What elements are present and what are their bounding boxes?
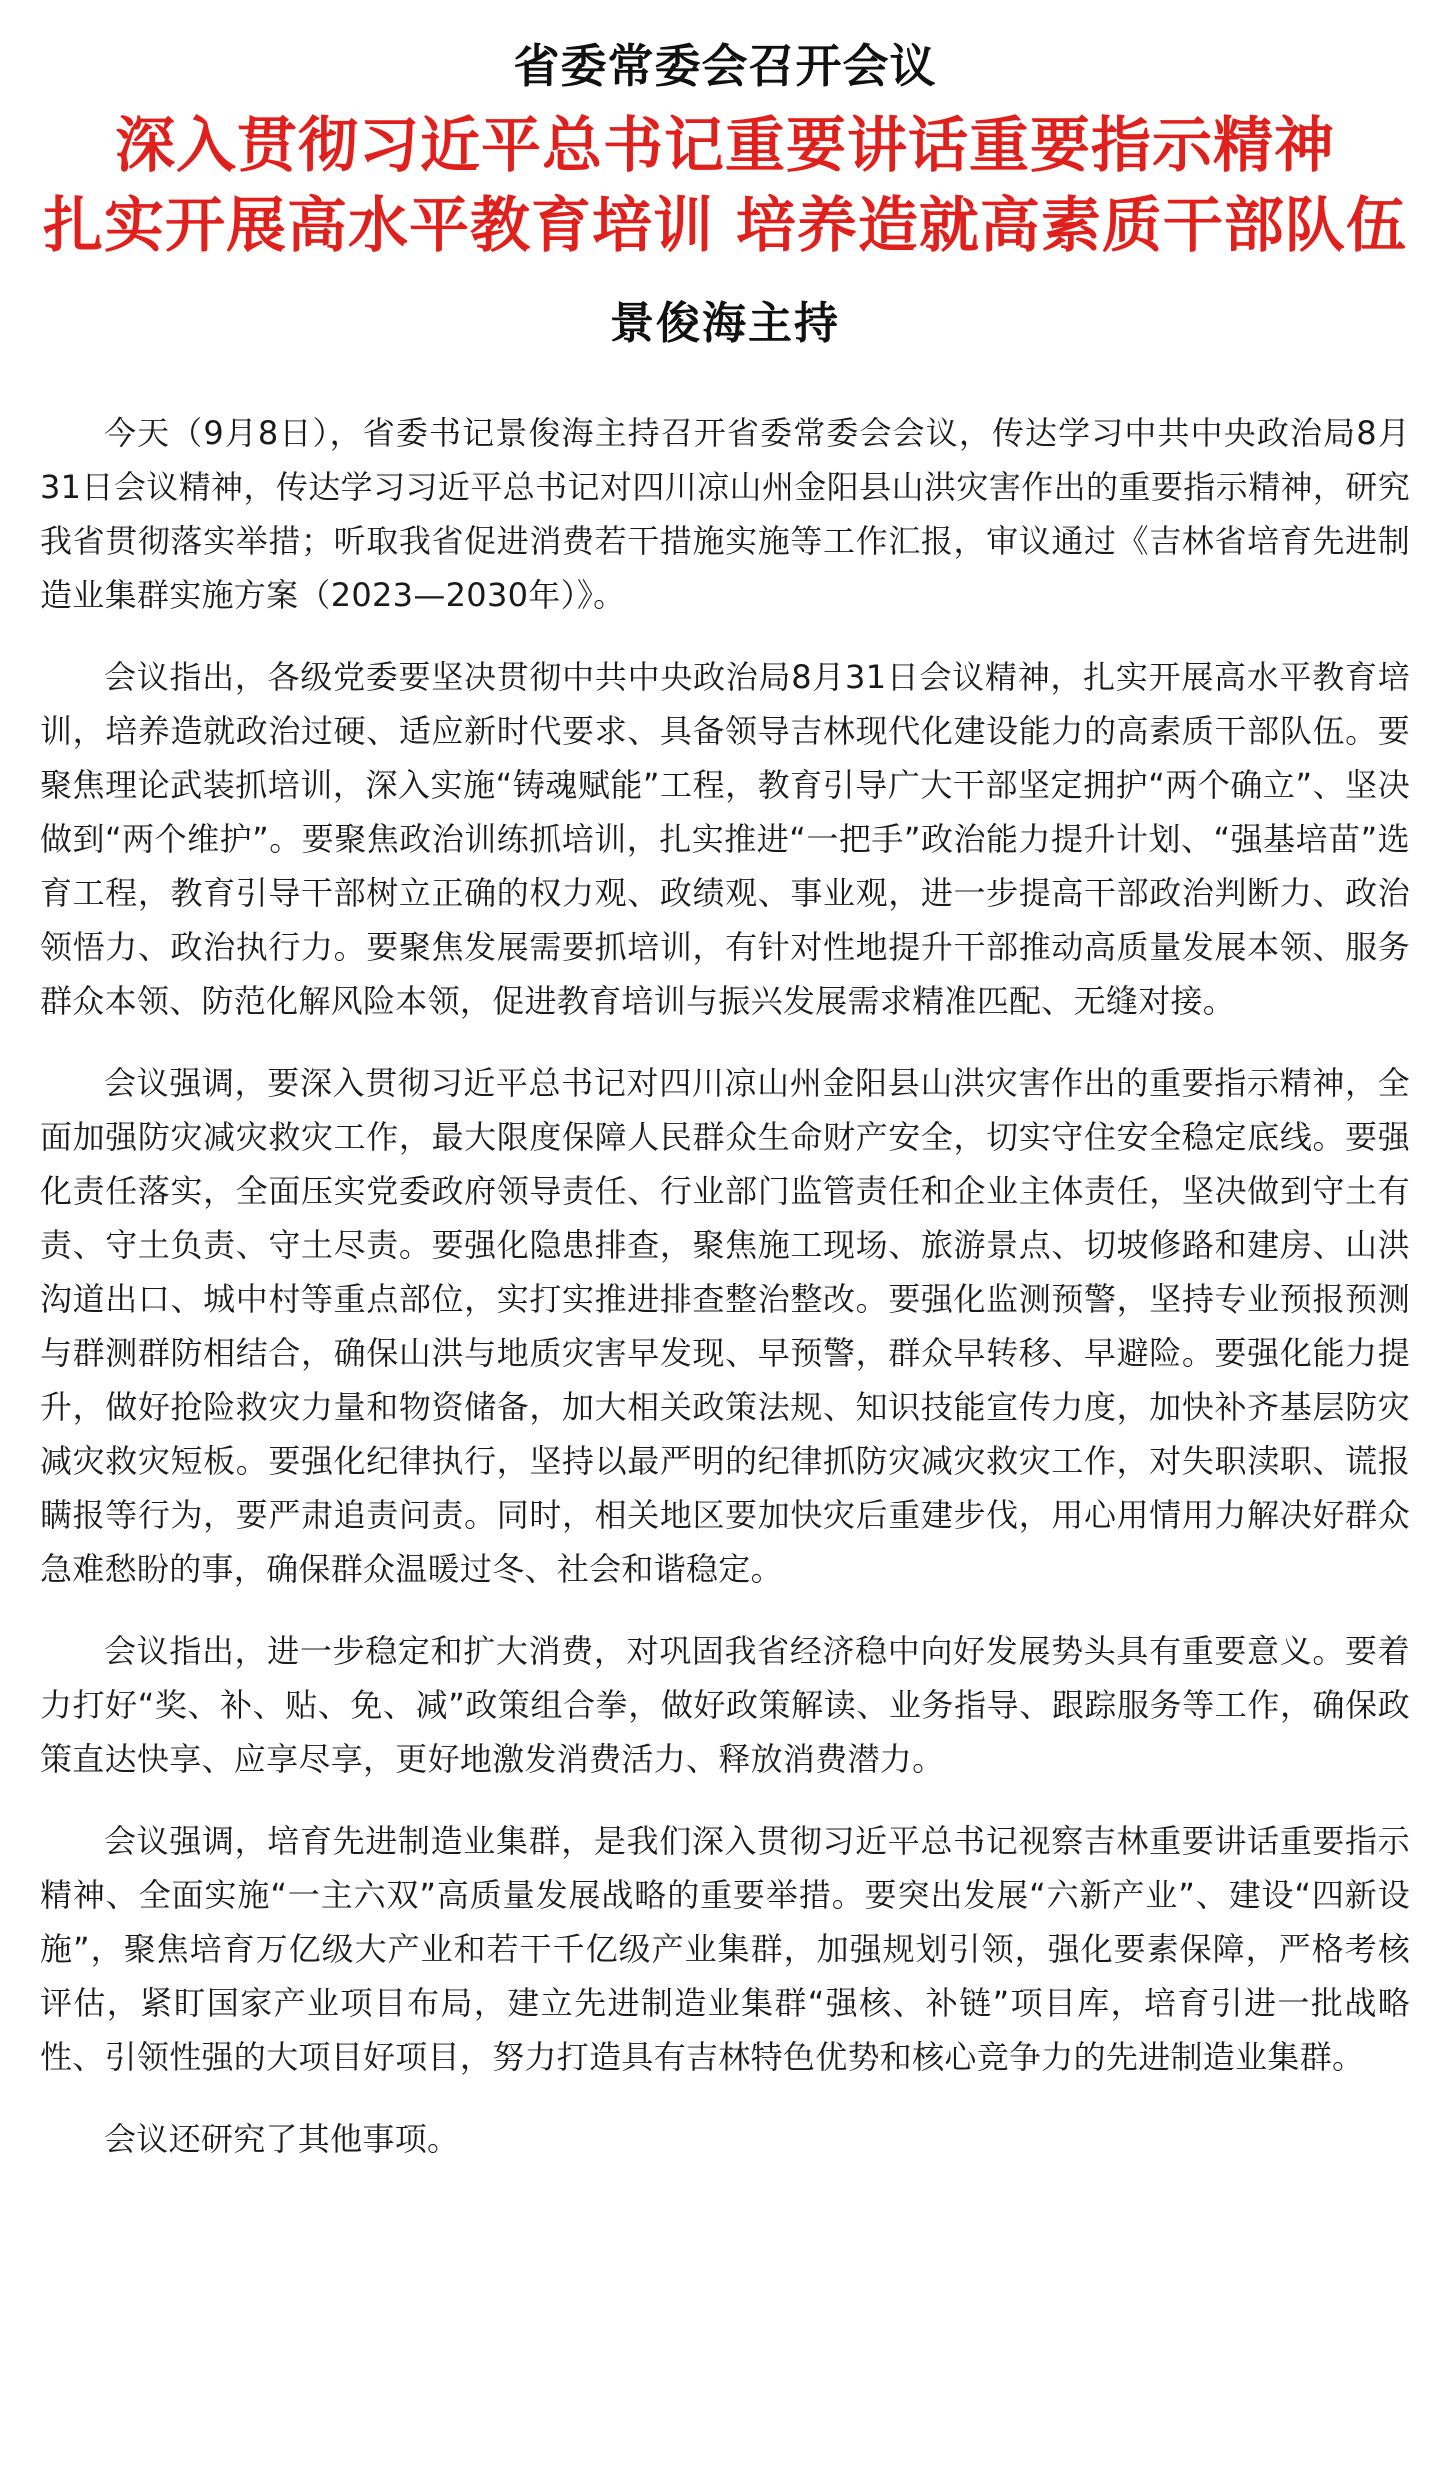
paragraph: 会议指出，进一步稳定和扩大消费，对巩固我省经济稳中向好发展势头具有重要意义。要着力打好“奖、补、贴、免、减”政策组合拳，做好政策解读、业务指导、跟踪服务等工作，确保政策直达快享、应享尽享，更好地激发消费活力、释放消费潜力。 [40,1632,1410,1778]
article-body [40,406,1410,2166]
paragraph: 今天（9月8日），省委书记景俊海主持召开省委常委会会议，传达学习中共中央政治局8月31日会议精神，传达学习习近平总书记对四川凉山州金阳县山洪灾害作出的重要指示精神，研究我省贯彻落实举措；听取我省促进消费若干措施实施等工作汇报，审议通过《吉林省培育先进制造业集群实施方案（2023—2030年）》。 [40,414,1410,614]
headline-line-2: 扎实开展高水平教育培训 培养造就高素质干部队伍 [43,191,1407,261]
paragraph: 会议强调，要深入贯彻习近平总书记对四川凉山州金阳县山洪灾害作出的重要指示精神，全面加强防灾减灾救灾工作，最大限度保障人民群众生命财产安全，切实守住安全稳定底线。要强化责任落实，全面压实党委政府领导责任、行业部门监管责任和企业主体责任，坚决做到守土有责、守土负责、守土尽责。要强化隐患排查，聚焦施工现场、旅游景点、切坡修路和建房、山洪沟道出口、城中村等重点部位，实打实推进排查整治整改。要强化监测预警，坚持专业预报预测与群测群防相结合，确保山洪与地质灾害早发现、早预警，群众早转移、早避险。要强化能力提升，做好抢险救灾力量和物资储备，加大相关政策法规、知识技能宣传力度，加快补齐基层防灾减灾救灾短板。要强化纪律执行，坚持以最严明的纪律抓防灾减灾救灾工作，对失职渎职、谎报瞒报等行为，要严肃追责问责。同时，相关地区要加快灾后重建步伐，用心用情用力解决好群众急难愁盼的事，确保群众温暖过冬、社会和谐稳定。 [40,1064,1410,1588]
headline-main [40,106,1410,266]
paragraph: 会议指出，各级党委要坚决贯彻中共中央政治局8月31日会议精神，扎实开展高水平教育培训，培养造就政治过硬、适应新时代要求、具备领导吉林现代化建设能力的高素质干部队伍。要聚焦理论武装抓培训，深入实施“铸魂赋能”工程，教育引导广大干部坚定拥护“两个确立”、坚决做到“两个维护”。要聚焦政治训练抓培训，扎实推进“一把手”政治能力提升计划、“强基培苗”选育工程，教育引导干部树立正确的权力观、政绩观、事业观，进一步提高干部政治判断力、政治领悟力、政治执行力。要聚焦发展需要抓培训，有针对性地提升干部推动高质量发展本领、服务群众本领、防范化解风险本领，促进教育培训与振兴发展需求精准匹配、无缝对接。 [40,658,1410,1020]
headline-kicker: 省委常委会召开会议 [513,39,937,93]
headline-line-1: 深入贯彻习近平总书记重要讲话重要指示精神 [115,111,1335,181]
paragraph: 会议强调，培育先进制造业集群，是我们深入贯彻习近平总书记视察吉林重要讲话重要指示精神、全面实施“一主六双”高质量发展战略的重要举措。要突出发展“六新产业”、建设“四新设施”，聚焦培育万亿级大产业和若干千亿级产业集群，加强规划引领，强化要素保障，严格考核评估，紧盯国家产业项目布局，建立先进制造业集群“强核、补链”项目库，培育引进一批战略性、引领性强的大项目好项目，努力打造具有吉林特色优势和核心竞争力的先进制造业集群。 [40,1822,1410,2076]
headline-host: 景俊海主持 [610,298,840,349]
paragraph: 会议还研究了其他事项。 [104,2120,460,2158]
